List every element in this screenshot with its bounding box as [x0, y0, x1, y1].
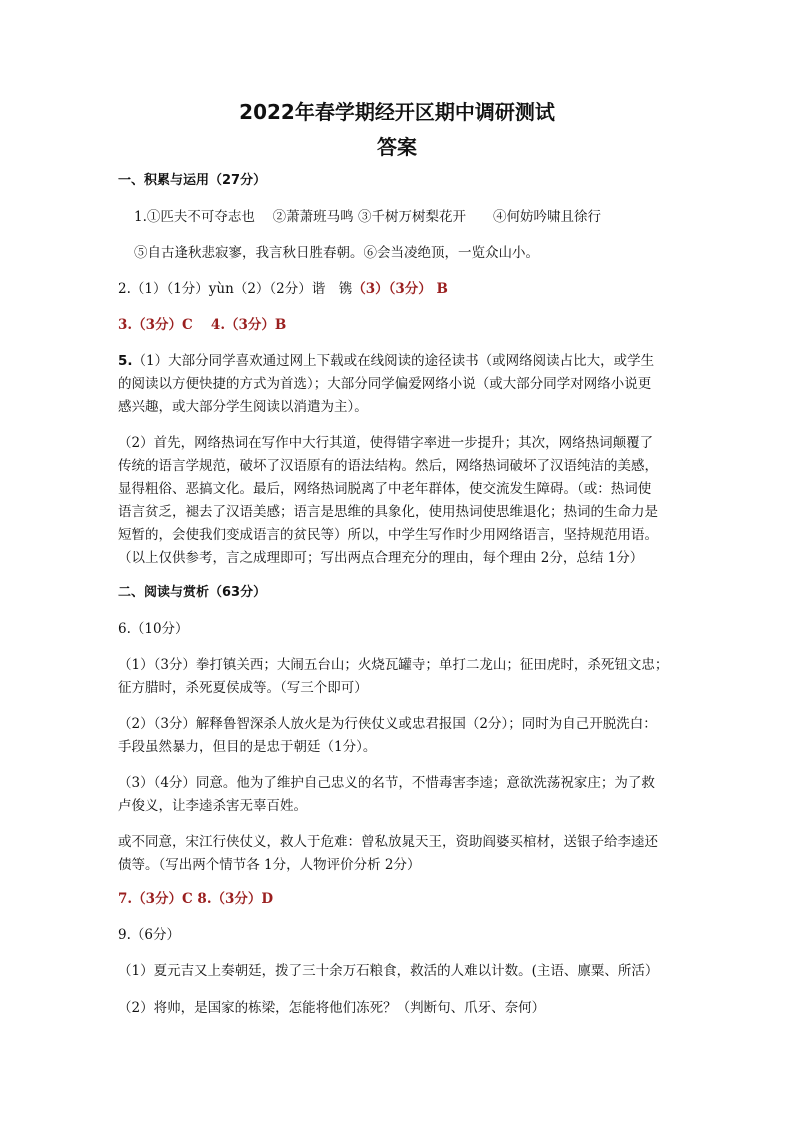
answer-line-q78: 7.（3分）C 8.（3分）D [118, 891, 274, 907]
answer-line-q6-4a: 或不同意，宋江行侠仗义，救人于危难：曾私放晁天王，资助阎婆买棺材，送银子给李逵还 [118, 834, 658, 850]
answer-line-q5-2e: 短暂的，会使我们变成语言的贫民等）所以，中学生写作时少用网络语言，坚持规范用语。 [118, 527, 658, 543]
page-subtitle: 答案 [377, 135, 417, 159]
page-title: 2022年春学期经开区期中调研测试 [239, 100, 555, 124]
answer-line-q5-1a [118, 351, 654, 371]
answer-line-q1a: 1.①匹夫不可夺志也 ②萧萧班马鸣 ③千树万树梨花开 ④何妨吟啸且徐行 [134, 209, 601, 225]
q2-highlight: （3）（3分） B [352, 281, 448, 297]
answer-line-q6: 6.（10分） [118, 621, 189, 637]
answer-line-q6-1b: 征方腊时，杀死夏侯成等。（写三个即可） [118, 680, 368, 696]
answer-line-q2 [118, 279, 448, 299]
answer-line-q5-2b: 传统的语言学规范，破坏了汉语原有的语法结构。然后，网络热词破坏了汉语纯洁的美感， [118, 458, 658, 474]
answer-line-q34: 3.（3分）C 4.（3分）B [118, 317, 287, 333]
answer-line-q5-2d: 语言贫乏，褪去了汉语美感；语言是思维的具象化，使用热词使思维退化；热词的生命力是 [118, 504, 658, 520]
answer-line-q5-1b: 的阅读以方便快捷的方式为首选）；大部分同学偏爱网络小说（或大部分同学对网络小说更 [118, 376, 652, 392]
answer-line-q6-2a: （2）（3分）解释鲁智深杀人放火是为行侠仗义或忠君报国（2分）；同时为自己开脱洗白： [118, 716, 657, 732]
answer-line-q6-3b: 卢俊义，让李逵杀害无辜百姓。 [118, 798, 307, 814]
answer-line-q5-2a: （2）首先，网络热词在写作中大行其道，使得错字率进一步提升；其次，网络热词颠覆了 [118, 435, 654, 451]
section-heading-1: 一、积累与运用（27分） [118, 173, 267, 188]
answer-line-q6-3a: （3）（4分）同意。他为了维护自己忠义的名节，不惜毒害李逵；意欲洗荡祝家庄；为了救 [118, 775, 655, 791]
q5-1a-text: （1）大部分同学喜欢通过网上下载或在线阅读的途径读书（或网络阅读占比大，或学生 [132, 353, 655, 369]
answer-line-q5-2c: 显得粗俗、恶搞文化。最后，网络热词脱离了中老年群体，使交流发生障碍。（或：热词使 [118, 481, 652, 497]
section-heading-2: 二、阅读与赏析（63分） [118, 585, 267, 600]
answer-line-q9-2: （2）将帅，是国家的栋梁，怎能将他们冻死？（判断句、爪牙、奈何） [118, 1000, 546, 1016]
answer-line-q5-2f: （以上仅供参考，言之成理即可；写出两点合理充分的理由，每个理由 2分，总结 1分） [118, 550, 644, 566]
answer-line-q6-2b: 手段虽然暴力，但目的是忠于朝廷（1分）。 [118, 739, 377, 755]
answer-line-q9: 9.（6分） [118, 927, 180, 943]
q5-number: 5. [118, 353, 133, 369]
q2-text: 2.（1）（1分）yùn（2）（2分）谐 镌 [118, 281, 353, 297]
answer-line-q1b: ⑤自古逢秋悲寂寥，我言秋日胜春朝。⑥会当凌绝顶，一览众山小。 [134, 245, 539, 261]
answer-line-q5-1c: 感兴趣，或大部分学生阅读以消遣为主）。 [118, 399, 368, 415]
answer-line-q6-1a: （1）（3分）拳打镇关西；大闹五台山；火烧瓦罐寺；单打二龙山；征田虎时，杀死钮文忠； [118, 657, 669, 673]
answer-line-q6-4b: 债等。（写出两个情节各 1分，人物评价分析 2分） [118, 857, 421, 873]
answer-line-q9-1: （1）夏元吉又上奏朝廷，拨了三十余万石粮食，救活的人难以计数。(主语、廪粟、所活） [118, 963, 659, 979]
